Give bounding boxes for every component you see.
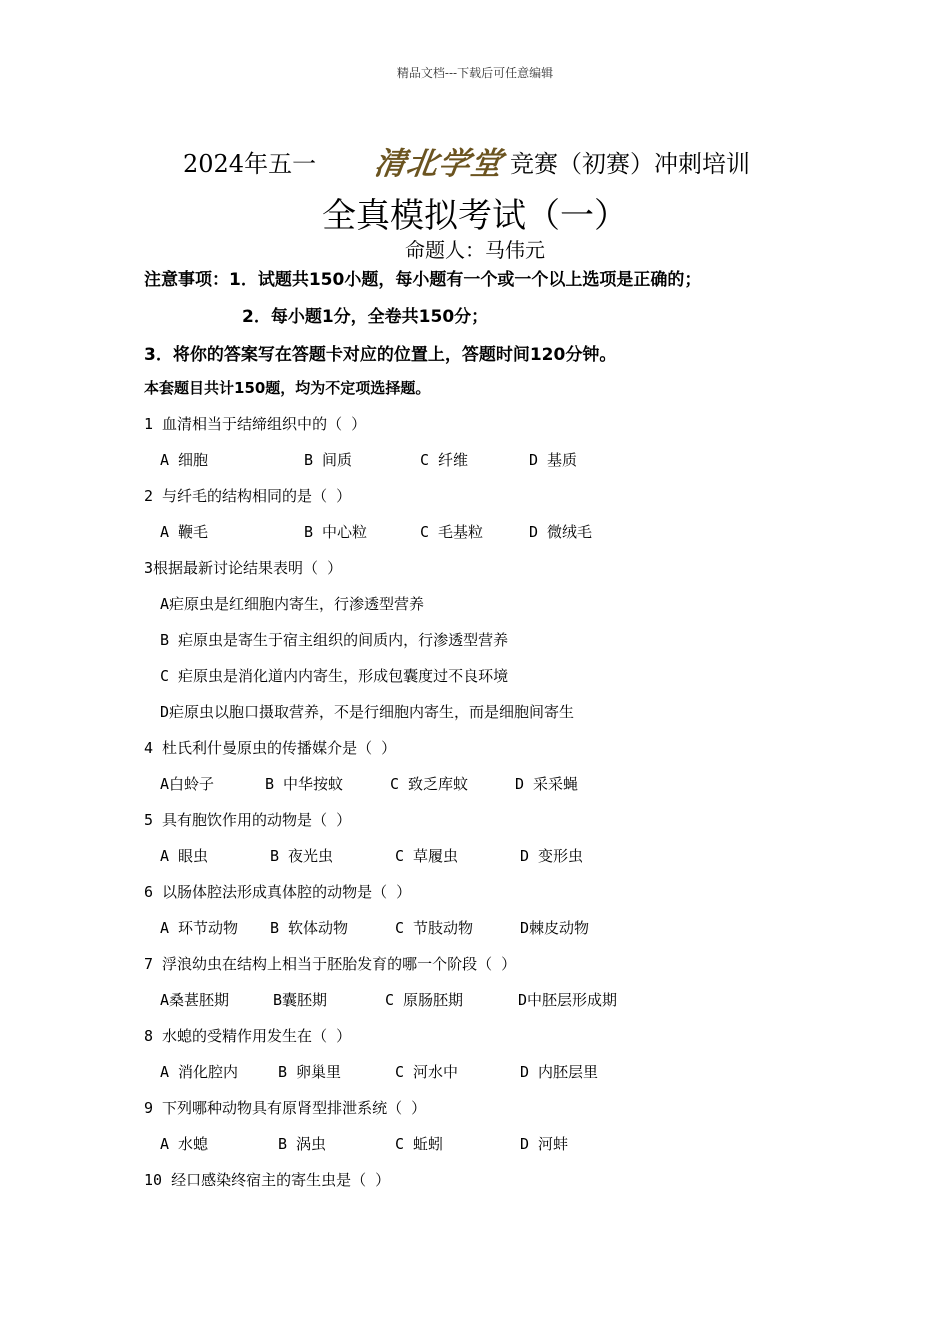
question-stem: 9 下列哪种动物具有原肾型排泄系统（ ） <box>144 1099 427 1117</box>
option-b: B 软体动物 <box>270 919 349 937</box>
question-stem: 6 以肠体腔法形成真体腔的动物是（ ） <box>144 883 412 901</box>
option-a: A 眼虫 <box>160 847 209 865</box>
notice-line-1: 注意事项：1．试题共150小题，每小题有一个或一个以上选项是正确的； <box>144 270 702 290</box>
option-a: A白蛉子 <box>160 775 215 793</box>
option-d: D 基质 <box>529 451 578 469</box>
option-b: B 疟原虫是寄生于宿主组织的间质内，行渗透型营养 <box>160 631 509 649</box>
question-stem: 10 经口感染终宿主的寄生虫是（ ） <box>144 1171 391 1189</box>
option-d: D 内胚层里 <box>520 1063 599 1081</box>
option-c: C 原肠胚期 <box>385 991 464 1009</box>
option-d: D 河蚌 <box>520 1135 569 1153</box>
question-stem: 4 杜氏利什曼原虫的传播媒介是（ ） <box>144 739 397 757</box>
option-d: D疟原虫以胞口摄取营养，不是行细胞内寄生，而是细胞间寄生 <box>160 703 575 721</box>
question-stem: 3根据最新讨论结果表明（ ） <box>144 559 343 577</box>
notice-line-2: 2．每小题1分，全卷共150分； <box>242 307 489 327</box>
option-d: D 微绒毛 <box>529 523 593 541</box>
course-line-suffix: 竞赛（初赛）冲刺培训 <box>510 150 750 178</box>
option-b: B 中心粒 <box>304 523 368 541</box>
school-logo: 清北学堂 <box>371 146 506 182</box>
option-c: C 河水中 <box>395 1063 459 1081</box>
option-a: A 细胞 <box>160 451 209 469</box>
option-a: A疟原虫是红细胞内寄生，行渗透型营养 <box>160 595 425 613</box>
option-c: C 草履虫 <box>395 847 459 865</box>
exam-title: 全真模拟考试（一） <box>322 196 628 236</box>
question-stem: 2 与纤毛的结构相同的是（ ） <box>144 487 352 505</box>
option-c: C 蚯蚓 <box>395 1135 444 1153</box>
option-b: B囊胚期 <box>273 991 328 1009</box>
option-d: D 采采蝇 <box>515 775 579 793</box>
intro-text: 本套题目共计150题，均为不定项选择题。 <box>144 379 431 397</box>
author-label: 命题人： <box>405 238 485 262</box>
question-stem: 7 浮浪幼虫在结构上相当于胚胎发育的哪一个阶段（ ） <box>144 955 517 973</box>
option-a: A桑葚胚期 <box>160 991 230 1009</box>
notice-line-3: 3．将你的答案写在答题卡对应的位置上，答题时间120分钟。 <box>144 345 617 365</box>
option-c: C 纤维 <box>420 451 469 469</box>
option-a: A 环节动物 <box>160 919 239 937</box>
option-b: B 卵巢里 <box>278 1063 342 1081</box>
option-c: C 节肢动物 <box>395 919 474 937</box>
option-c: C 致乏库蚊 <box>390 775 469 793</box>
question-stem: 1 血清相当于结缔组织中的（ ） <box>144 415 367 433</box>
author-name: 马伟元 <box>485 238 545 262</box>
option-a: A 水螅 <box>160 1135 209 1153</box>
option-a: A 鞭毛 <box>160 523 209 541</box>
option-d: D 变形虫 <box>520 847 584 865</box>
option-b: B 中华按蚊 <box>265 775 344 793</box>
question-stem: 5 具有胞饮作用的动物是（ ） <box>144 811 352 829</box>
option-b: B 间质 <box>304 451 353 469</box>
author-line <box>0 234 950 263</box>
option-d: D中胚层形成期 <box>518 991 618 1009</box>
option-a: A 消化腔内 <box>160 1063 239 1081</box>
option-d: D棘皮动物 <box>520 919 590 937</box>
option-b: B 夜光虫 <box>270 847 334 865</box>
course-line-prefix: 2024年五一 <box>183 150 317 178</box>
option-c: C 疟原虫是消化道内内寄生，形成包囊度过不良环境 <box>160 667 509 685</box>
header-note: 精品文档---下载后可任意编辑 <box>396 66 554 80</box>
option-b: B 涡虫 <box>278 1135 327 1153</box>
option-c: C 毛基粒 <box>420 523 484 541</box>
question-stem: 8 水螅的受精作用发生在（ ） <box>144 1027 352 1045</box>
